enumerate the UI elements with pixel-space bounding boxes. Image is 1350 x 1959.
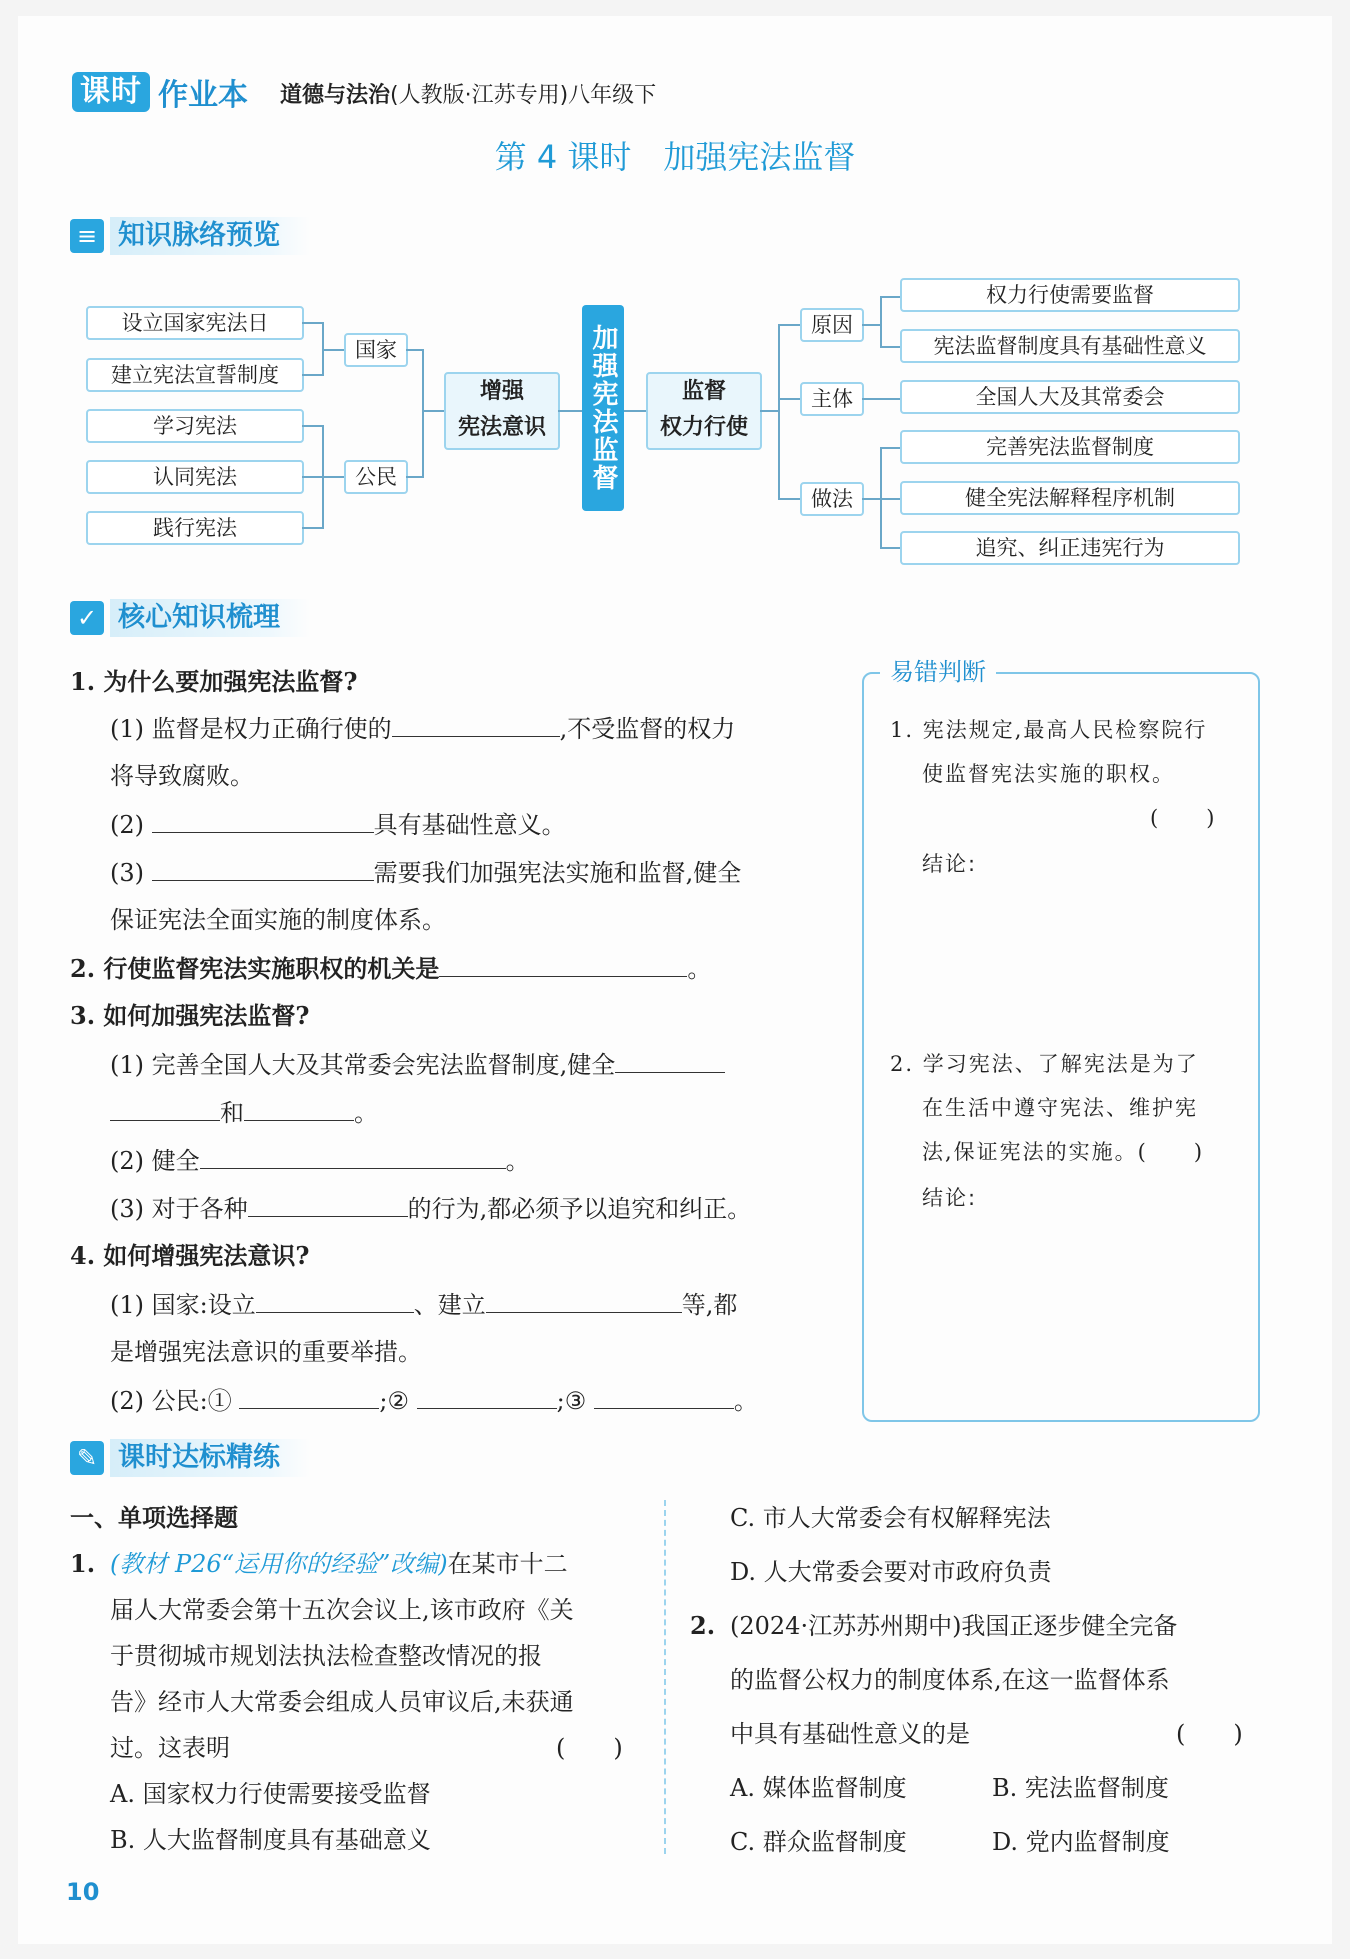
mindmap-leaf: 设立国家宪法日 [86,306,304,340]
section-practice-banner [70,1438,310,1478]
core-line [110,1190,751,1227]
text: (2) 健全 [110,1147,200,1175]
fill-blank[interactable] [152,854,374,881]
question-2-line: 的监督公权力的制度体系,在这一监督体系 [730,1666,1170,1694]
fill-blank[interactable] [615,1046,725,1073]
question-1-line: 届人大常委会第十五次会议上,该市政府《关 [110,1596,574,1624]
source-note: (教材 P26“运用你的经验”改编) [110,1550,448,1578]
core-line [110,710,735,747]
mindmap-leaf: 全国人大及其常委会 [900,380,1240,414]
mindmap-group-label: 公民 [344,460,408,494]
option-B[interactable]: B. 宪法监督制度 [992,1774,1169,1802]
judgment-item-2: 2. 学习宪法、了解宪法是为了 [890,1052,1199,1076]
question-number: 1. [70,1549,96,1578]
judgment-item-1: 1. 宪法规定,最高人民检察院行 [890,718,1208,742]
logo-mark: 课时 [72,72,150,112]
mid-label-line: 权力行使 [659,415,748,440]
mindmap-leaf: 追究、纠正违宪行为 [900,531,1240,565]
option-A[interactable]: A. 媒体监督制度 [730,1774,907,1802]
checkbox-icon: ✓ [70,601,104,635]
mindmap-group-label: 做法 [800,482,864,516]
question-1-line [110,1546,568,1582]
core-question-2 [70,950,711,987]
mindmap-group-label: 主体 [800,382,864,416]
core-question-1: 1. 为什么要加强宪法监督? [70,667,358,696]
section-practice-title: 课时达标精练 [110,1439,310,1477]
conclusion-label: 结论: [922,852,978,876]
question-type-heading: 一、单项选择题 [70,1504,238,1532]
mindmap-leaf: 宪法监督制度具有基础性意义 [900,329,1240,363]
question-number: 2. [690,1611,716,1640]
conclusion-label: 结论: [922,1186,978,1210]
option-A[interactable]: A. 国家权力行使需要接受监督 [110,1780,431,1808]
mindmap-center: 加强宪法监督 [582,305,624,511]
core-line [110,854,741,891]
mindmap-left-mid [444,372,560,450]
book-edition: (人教版·江苏专用)八年级下 [390,83,657,108]
question-2-line: (2024·江苏苏州期中)我国正逐步健全完备 [730,1612,1178,1640]
mid-label-line: 增强 [479,379,524,404]
mindmap-leaf: 完善宪法监督制度 [900,430,1240,464]
question-1-line: 于贯彻城市规划法执法检查整改情况的报 [110,1642,542,1670]
core-line: 将导致腐败。 [110,762,254,790]
lesson-title: 第 4 课时 加强宪法监督 [494,138,856,176]
text: 在某市十二 [447,1550,568,1578]
pencil-icon: ✎ [70,1441,104,1475]
column-divider [664,1500,666,1854]
core-question-4: 4. 如何增强宪法意识? [70,1241,310,1270]
option-B[interactable]: B. 人大监督制度具有基础意义 [110,1826,431,1854]
text: 具有基础性意义。 [373,811,566,839]
fill-blank[interactable] [152,806,374,833]
core-line [110,806,566,843]
core-line [110,1094,378,1131]
core-line: 保证宪法全面实施的制度体系。 [110,906,446,934]
fill-blank[interactable] [486,1286,682,1313]
question-1-line: 过。这表明 [110,1734,230,1762]
option-C[interactable]: C. 群众监督制度 [730,1828,907,1856]
text: 。 [687,955,712,983]
text: (2) [110,811,144,839]
mistake-judgment-title: 易错判断 [880,652,996,687]
judgment-item-2-cont: 法,保证宪法的实施。( ) [922,1140,1205,1164]
fill-blank[interactable] [417,1382,557,1409]
text: ;③ [556,1387,587,1415]
text: 需要我们加强宪法实施和监督,健全 [373,859,742,887]
mid-label-line: 监督 [681,379,726,404]
text: 等,都 [681,1291,738,1319]
fill-blank[interactable] [594,1382,734,1409]
fill-blank[interactable] [239,1382,379,1409]
text: ,不受监督的权力 [559,715,736,743]
mindmap-group-label: 国家 [344,333,408,367]
judgment-item-1-cont: 使监督宪法实施的职权。 [922,762,1175,786]
judgment-item-2-cont: 在生活中遵守宪法、维护宪 [922,1096,1198,1120]
fill-blank[interactable] [248,1190,408,1217]
section-overview-banner [70,216,310,256]
text: 和 [220,1099,244,1127]
mindmap-leaf: 建立宪法宣誓制度 [86,358,304,392]
book-title [280,78,656,109]
answer-paren[interactable]: ( ) [1176,1720,1243,1748]
question-2-line: 中具有基础性意义的是 [730,1720,970,1748]
mindmap-leaf: 学习宪法 [86,409,304,443]
question-1-line: 告》经市人大常委会组成人员审议后,未获通 [110,1688,574,1716]
option-D[interactable]: D. 党内监督制度 [992,1828,1170,1856]
text: 。 [733,1387,758,1415]
mindmap-group-label: 原因 [800,308,864,342]
fill-blank[interactable] [110,1094,220,1121]
text: 。 [354,1099,378,1127]
text: 、建立 [413,1291,486,1319]
text: 2. 行使监督宪法实施职权的机关是 [70,954,440,983]
text: (3) 对于各种 [110,1195,248,1223]
logo-text: 作业本 [158,78,248,113]
core-line [110,1382,758,1419]
text: ;② [379,1387,409,1415]
core-line [110,1046,725,1083]
section-overview-title: 知识脉络预览 [110,217,310,255]
option-D[interactable]: D. 人大常委会要对市政府负责 [730,1558,1052,1586]
core-line [110,1142,530,1179]
page-number: 10 [66,1878,100,1906]
text: (1) 监督是权力正确行使的 [110,715,392,743]
core-line: 是增强宪法意识的重要举措。 [110,1338,422,1366]
text: 。 [505,1147,530,1175]
answer-paren[interactable]: ( ) [1150,806,1217,830]
fill-blank[interactable] [392,710,560,737]
section-core-banner [70,598,310,638]
mindmap-leaf: 践行宪法 [86,511,304,545]
core-question-3: 3. 如何加强宪法监督? [70,1001,310,1030]
text: (2) 公民:① [110,1387,232,1415]
brand-logo [72,72,248,112]
fill-blank[interactable] [439,950,687,977]
core-line [110,1286,737,1323]
text: (3) [110,859,144,887]
fill-blank[interactable] [244,1094,354,1121]
mindmap-leaf: 健全宪法解释程序机制 [900,481,1240,515]
text: 的行为,都必须予以追究和纠正。 [407,1195,752,1223]
section-core-title: 核心知识梳理 [110,599,310,637]
option-C[interactable]: C. 市人大常委会有权解释宪法 [730,1504,1051,1532]
mindmap-leaf: 权力行使需要监督 [900,278,1240,312]
fill-blank[interactable] [256,1286,414,1313]
fill-blank[interactable] [200,1142,506,1169]
mindmap-leaf: 认同宪法 [86,460,304,494]
book-subject: 道德与法治 [280,83,391,108]
layers-icon: ≡ [70,219,104,253]
text: (1) 国家:设立 [110,1291,256,1319]
mid-label-line: 宪法意识 [457,415,546,440]
text: (1) 完善全国人大及其常委会宪法监督制度,健全 [110,1051,616,1079]
answer-paren[interactable]: ( ) [556,1734,623,1762]
mindmap-right-mid [646,372,762,450]
